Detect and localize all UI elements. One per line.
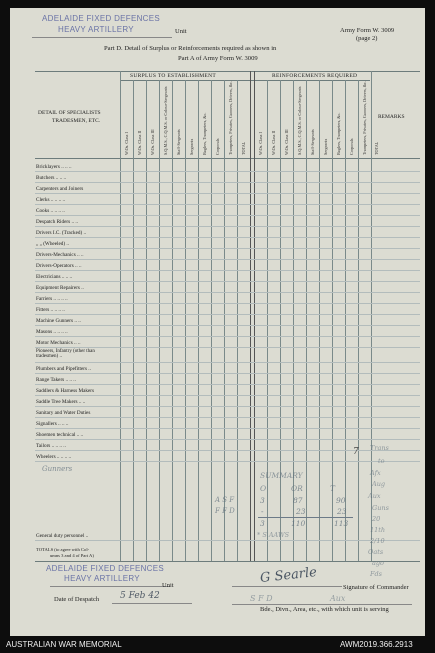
trade-row: „ „ (Wheeled) ..	[36, 241, 69, 247]
hw-remarks-note: to	[378, 457, 385, 465]
commander-signature: G Searle	[259, 565, 318, 586]
group-divider	[254, 71, 255, 561]
row-rule	[35, 182, 420, 183]
row-rule	[35, 417, 420, 418]
row-rule	[35, 406, 420, 407]
row-rule	[35, 314, 420, 315]
row-rule	[35, 270, 420, 271]
col-rule	[280, 80, 281, 561]
col-rule	[146, 80, 147, 561]
hw-col-or: OR	[291, 484, 303, 493]
archive-accession-number: AWM2019.366.2913	[340, 640, 413, 649]
archive-footer	[0, 636, 435, 653]
trade-row: Despatch Riders .. ..	[36, 219, 78, 225]
trade-row: Saddlers & Harness Makers	[36, 388, 95, 394]
col-rule	[345, 80, 346, 561]
row-rule	[35, 204, 420, 205]
part-title: Part D. Detail of Surplus or Reinforcements required as shown in	[104, 45, 277, 52]
unit-label-top: Unit	[175, 28, 187, 35]
trade-row: Shoemen technical .. ..	[36, 432, 84, 438]
trade-row: Clerks .. .. .. ..	[36, 197, 66, 203]
col-rule	[358, 80, 359, 561]
col-rule	[198, 80, 199, 561]
col-header: Buglers, Trumpeters, &c.	[336, 112, 341, 155]
form-number: Army Form W. 3009	[340, 27, 395, 34]
hw-remarks-number: 7	[353, 447, 359, 457]
trade-row: Masons .. .. .. ..	[36, 329, 68, 335]
col-header: Corporals	[349, 138, 354, 155]
row-rule	[35, 303, 420, 304]
trade-row: Electricians .. .. ..	[36, 274, 73, 280]
trade-row: Equipment Repairers ..	[36, 285, 84, 291]
hw-row1-label: A S F	[215, 496, 235, 504]
form-page: (page 2)	[356, 35, 378, 42]
trade-row: Saddle Tree Makers .. ..	[36, 399, 86, 405]
hw-row3-t: 113	[334, 519, 349, 528]
hw-col-o: O	[260, 484, 267, 493]
col-rule	[172, 80, 173, 561]
row-rule	[35, 384, 420, 385]
archive-name: AUSTRALIAN WAR MEMORIAL	[6, 640, 122, 649]
hw-row3-or: 110	[291, 519, 306, 528]
group-divider	[250, 71, 251, 561]
trade-row: Tailors .. .. .. ..	[36, 443, 66, 449]
trade-row: Range Takers .. .. ..	[36, 377, 76, 383]
hw-remarks-note: 20	[372, 515, 381, 523]
hw-bde-scrawl: Aux	[330, 594, 346, 603]
date-of-despatch-label: Date of Despatch	[54, 596, 100, 603]
unit-stamp-bottom: ADELAIDE FIXED DEFENCES	[46, 564, 165, 573]
first-col-header-line2: TRADESMEN, ETC.	[52, 118, 101, 124]
col-rule	[267, 80, 268, 561]
col-header: Sergeants	[189, 138, 194, 155]
table-top-rule	[35, 71, 420, 72]
col-header: Sergeants	[323, 138, 328, 155]
first-col-header: DETAIL OF SPECIALISTS	[38, 110, 101, 116]
col-header: W.Os. Class I	[258, 132, 263, 155]
trade-row: Signallers .. .. ..	[36, 421, 69, 427]
row-rule	[35, 237, 420, 238]
col-rule	[319, 80, 320, 561]
hw-remarks-note: Oats	[368, 548, 384, 556]
handwritten-gunners: Gunners	[42, 465, 73, 473]
col-rule	[133, 80, 134, 561]
row-rule	[35, 193, 420, 194]
col-header: TOTAL	[374, 141, 379, 155]
row-rule	[35, 259, 420, 260]
hw-remarks-note: Trans	[370, 444, 389, 452]
trade-row: Machine Gunners .. ..	[36, 318, 81, 324]
col-rule	[306, 80, 307, 561]
header-bottom-rule	[35, 158, 420, 159]
hw-row2-o: -	[261, 507, 264, 516]
col-rule	[159, 80, 160, 561]
bde-underline	[232, 604, 412, 605]
hw-row1-o: 3	[260, 496, 265, 505]
col-rule	[211, 80, 212, 561]
unit-stamp-top: ADELAIDE FIXED DEFENCES	[42, 14, 161, 23]
bottom-unit-label: Unit	[162, 582, 174, 589]
row-rule	[35, 248, 420, 249]
col-rule	[237, 80, 238, 561]
col-header: W.Os. Class III	[284, 129, 289, 155]
col-header: W.Os. Class I	[124, 132, 129, 155]
trade-row: Cooks .. .. .. ..	[36, 208, 65, 214]
row-rule	[35, 226, 420, 227]
row-rule	[35, 428, 420, 429]
col-header: S.Q.M.S., C.Q.M.S. or Colour-Sergeants	[163, 86, 168, 155]
trade-row: Fitters .. .. .. ..	[36, 307, 65, 313]
hw-remarks-note: 11th	[370, 526, 386, 534]
date-of-despatch-value: 5 Feb 42	[120, 591, 160, 601]
hw-row2-label: F F D	[215, 507, 235, 515]
hw-remarks-note: Aux	[368, 492, 381, 500]
row-rule	[35, 373, 420, 374]
hw-remarks-note: Aug	[372, 480, 386, 488]
trade-row: Wheelers .. .. .. ..	[36, 454, 72, 460]
trade-row: Plumbers and Pipefitters ..	[36, 366, 91, 372]
row-rule	[35, 461, 420, 462]
col-header: Trumpeters, Privates, Gunners, Drivers, &c.	[362, 81, 367, 155]
remarks-header: REMARKS	[378, 114, 405, 120]
hw-remarks-note: Guns	[372, 504, 389, 512]
table-bottom-rule	[35, 561, 420, 562]
date-underline	[112, 603, 192, 604]
unit-stamp-bottom-line2: HEAVY ARTILLERY	[64, 574, 140, 583]
col-header: W.Os. Class II	[271, 130, 276, 155]
trade-row: Motor Mechanics .. ..	[36, 340, 81, 346]
row-rule	[35, 215, 420, 216]
trade-row: Sanitary and Water Duties	[36, 410, 91, 416]
trade-row: Butchers .. .. ..	[36, 175, 67, 181]
col-rule	[120, 71, 121, 561]
bde-label: Bde., Divn., Area, etc., with which unit is serving	[260, 606, 389, 613]
row-rule	[35, 281, 420, 282]
bottom-unit-underline	[50, 586, 170, 587]
hw-sum-rule	[258, 517, 353, 518]
row-rule	[35, 540, 420, 541]
row-rule	[35, 336, 420, 337]
row-rule	[35, 325, 420, 326]
col-header: TOTAL	[241, 141, 246, 155]
general-duty-row: General duty personnel ..	[36, 533, 89, 539]
row-rule	[35, 347, 420, 348]
part-title-line2: Part A of Army Form W. 3009	[178, 55, 258, 62]
hw-remarks-note: Fds	[370, 570, 383, 578]
col-header: Corporals	[215, 138, 220, 155]
hw-col-t: T	[330, 484, 336, 493]
col-header: Staff-Sergeants	[310, 129, 315, 155]
trade-row: Pioneers, Infantry (other than tradesmen) ..	[36, 349, 95, 360]
hw-row2-or: 23	[296, 507, 306, 516]
form-sheet	[10, 8, 425, 636]
col-header: S.Q.M.S., C.Q.M.S. or Colour-Sergeants	[297, 86, 302, 155]
trade-row: Carpenters and Joiners	[36, 186, 84, 192]
trade-row: Drivers-Mechanics .. ..	[36, 252, 84, 258]
hw-row2-t: 23	[337, 507, 347, 516]
hw-row3-o: 3	[260, 519, 265, 528]
trade-row: Drivers-Operators .. ..	[36, 263, 82, 269]
col-header: Buglers, Trumpeters, &c.	[202, 112, 207, 155]
row-rule	[35, 450, 420, 451]
hw-remarks-note: ago	[372, 559, 384, 567]
col-header: Trumpeters, Privates, Gunners, Drivers, &c.	[228, 81, 233, 155]
col-rule	[224, 80, 225, 561]
col-header: W.Os. Class II	[137, 130, 142, 155]
hw-row1-t: 90	[336, 496, 346, 505]
row-rule	[35, 362, 420, 363]
col-rule	[185, 80, 186, 561]
hw-row1-or: 87	[293, 496, 303, 505]
hw-ssaaws: * S AAWS	[257, 531, 290, 539]
row-rule	[35, 439, 420, 440]
row-rule	[35, 292, 420, 293]
group-reinforcements-header: REINFORCEMENTS REQUIRED	[272, 73, 358, 79]
col-header: Staff-Sergeants	[176, 129, 181, 155]
signature-underline	[232, 586, 342, 587]
group-surplus-header: SURPLUS TO ESTABLISHMENT	[130, 73, 217, 79]
trade-row: Drivers I.C. (Tracked) ..	[36, 230, 87, 236]
hw-remarks-note: Afx	[370, 469, 381, 477]
hw-remarks-note: 2/10	[370, 537, 385, 545]
row-rule	[35, 171, 420, 172]
col-header: W.Os. Class III	[150, 129, 155, 155]
unit-stamp-top-line2: HEAVY ARTILLERY	[58, 25, 134, 34]
row-rule	[35, 395, 420, 396]
totals-row: TOTALS (to agree with Col-	[36, 547, 90, 552]
totals-row-line2: umns 3 and 4 of Part A)	[50, 553, 94, 558]
hw-unit-scrawl: S F D	[250, 594, 273, 603]
trade-row: Farriers .. .. .. ..	[36, 296, 68, 302]
unit-underline	[32, 37, 172, 38]
handwritten-summary: SUMMARY	[260, 471, 303, 480]
signature-label: Signature of Commander	[343, 584, 409, 591]
trade-row: Bricklayers .. .. ..	[36, 164, 72, 170]
